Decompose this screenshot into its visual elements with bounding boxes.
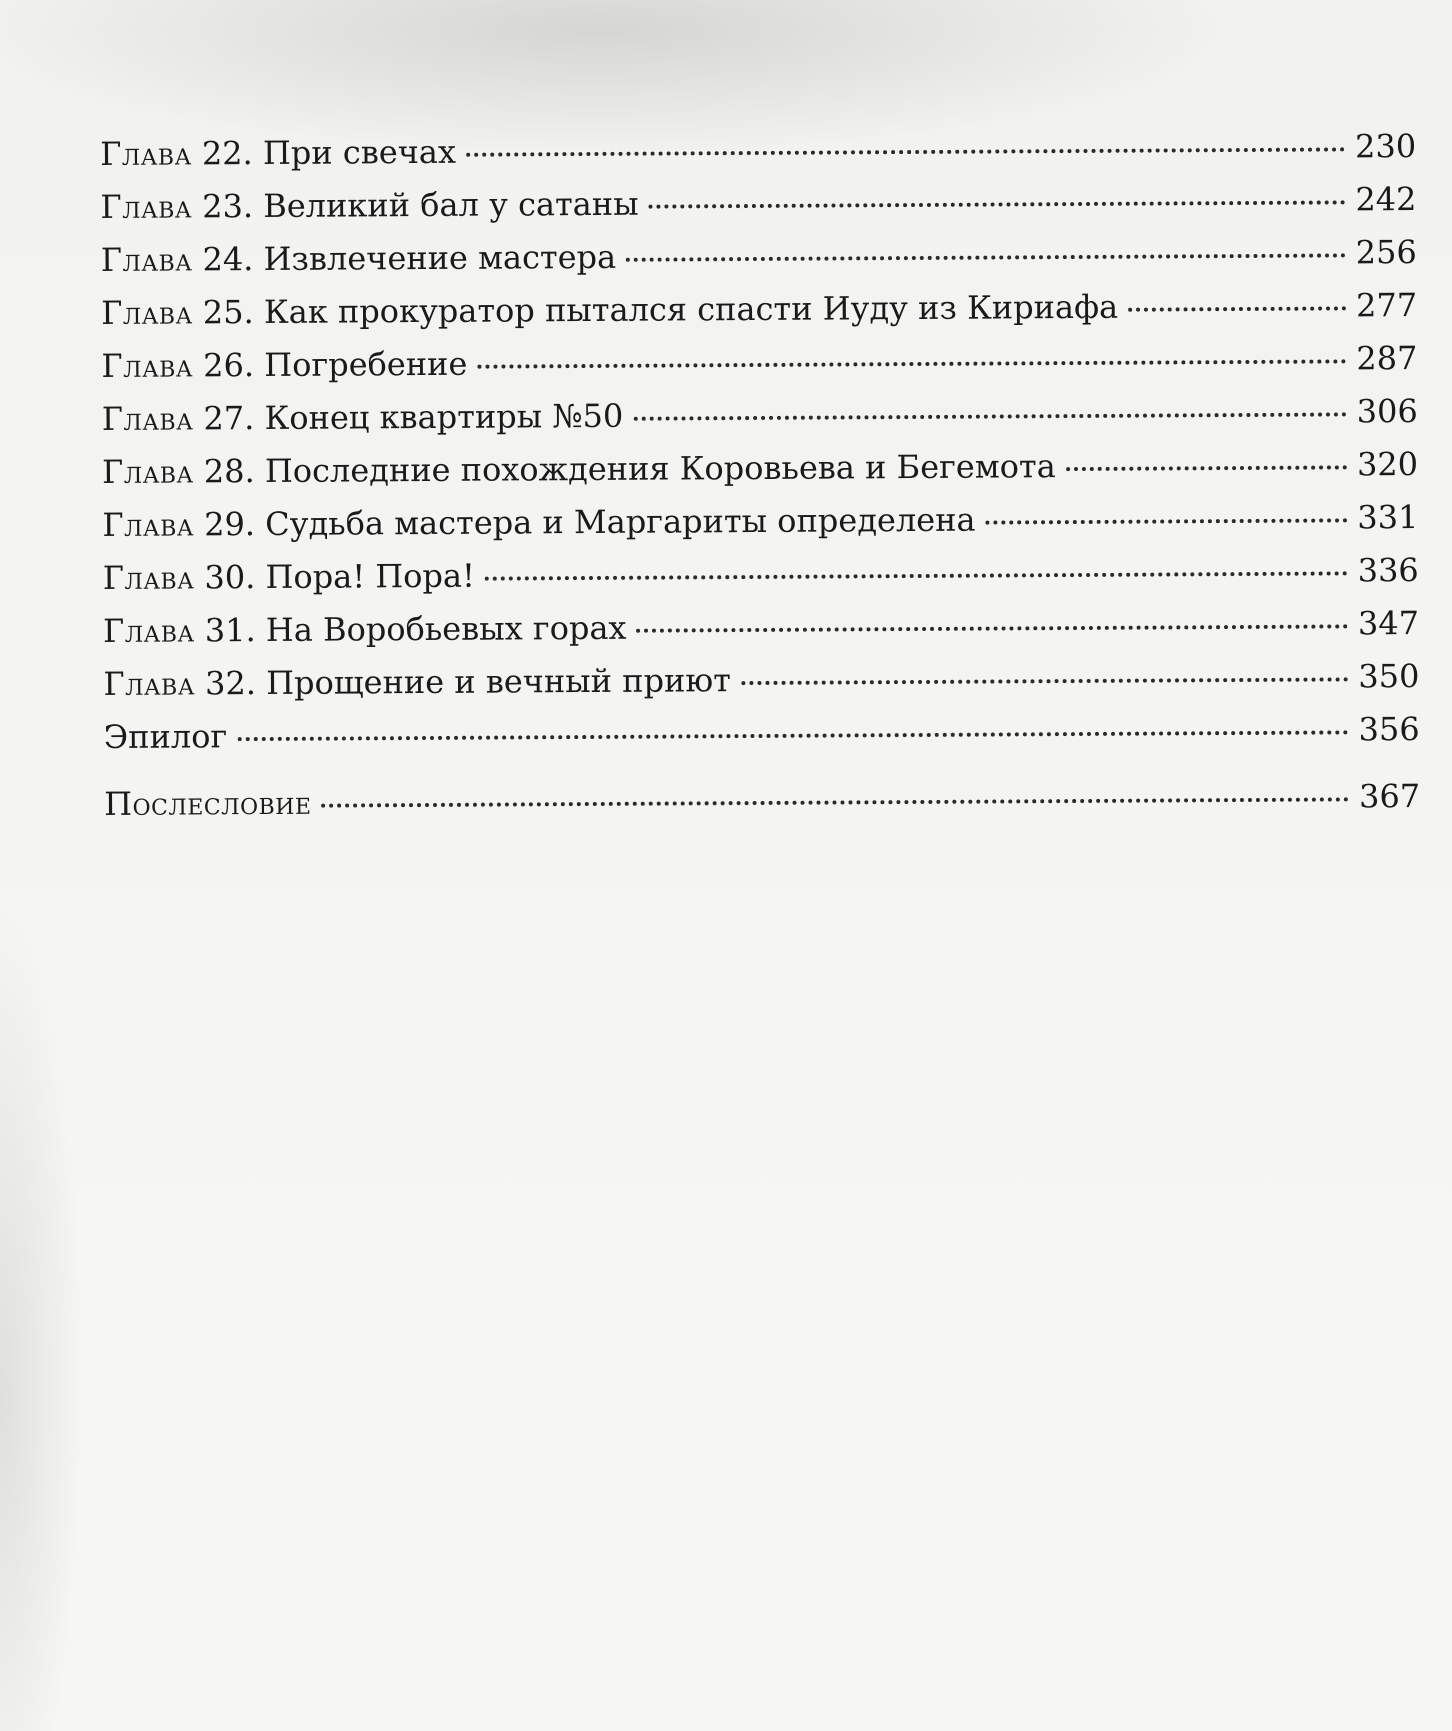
toc-entry — [103, 597, 1419, 658]
entry-page-number: 336 — [1357, 550, 1419, 590]
entry-prefix: Глава — [101, 452, 194, 491]
entry-prefix: Глава — [102, 505, 195, 544]
dot-leader — [649, 200, 1346, 208]
entry-title: Прощение и вечный приют — [266, 661, 732, 702]
entry-title: Погребение — [264, 344, 468, 385]
toc-entry-afterword — [104, 770, 1420, 831]
toc-entry — [100, 120, 1416, 181]
entry-title: Как прокуратор пытался спасти Иуду из Кириафа — [263, 287, 1119, 332]
toc-entry — [103, 650, 1419, 711]
dot-leader — [1128, 306, 1346, 311]
toc-entry — [102, 385, 1418, 446]
dot-leader — [485, 571, 1348, 580]
entry-title: Пора! Пора! — [265, 556, 475, 596]
entry-title: Последние похождения Коровьева и Бегемота — [264, 447, 1056, 490]
dot-leader — [237, 730, 1348, 741]
entry-prefix: Глава — [100, 240, 193, 279]
dot-leader — [986, 518, 1348, 524]
entry-page-number: 242 — [1355, 179, 1417, 219]
entry-page-number: 356 — [1358, 709, 1420, 749]
entry-prefix: Глава — [100, 134, 192, 173]
entry-title: Эпилог — [103, 717, 228, 756]
entry-page-number: 306 — [1356, 391, 1418, 431]
entry-title: На Воробьевых горах — [265, 608, 627, 649]
entry-number: 29. — [204, 505, 256, 544]
dot-leader — [1066, 465, 1347, 471]
toc-entry — [102, 491, 1418, 552]
entry-number: 28. — [203, 452, 255, 491]
entry-prefix: Глава — [102, 558, 195, 597]
entry-prefix: Глава — [101, 346, 194, 385]
entry-page-number: 287 — [1356, 338, 1418, 378]
dot-leader — [633, 412, 1346, 420]
dot-leader — [321, 797, 1349, 807]
dot-leader — [741, 677, 1348, 685]
toc-entry — [103, 544, 1419, 605]
toc-entry — [102, 438, 1418, 499]
entry-number: 24. — [202, 240, 254, 279]
toc-entry — [101, 279, 1417, 340]
entry-title: Извлечение мастера — [263, 237, 617, 279]
entry-title: Великий бал у сатаны — [263, 184, 639, 226]
toc-entry-epilogue — [104, 703, 1420, 764]
entry-prefix: Глава — [100, 187, 193, 226]
entry-page-number: 347 — [1357, 603, 1420, 643]
dot-leader — [466, 147, 1345, 156]
entry-title: Конец квартиры №50 — [264, 396, 624, 437]
entry-number: 27. — [203, 399, 255, 438]
entry-page-number: 256 — [1355, 232, 1417, 272]
entry-title: При свечах — [262, 132, 457, 173]
entry-prefix: Глава — [101, 293, 193, 332]
toc-entry — [101, 226, 1417, 287]
toc-entry — [100, 173, 1416, 234]
entry-number: 25. — [202, 293, 254, 332]
entry-number: 26. — [203, 346, 255, 385]
dot-leader — [477, 359, 1346, 368]
entry-number: 23. — [202, 187, 254, 226]
entry-page-number: 331 — [1357, 497, 1419, 537]
dot-leader — [626, 253, 1346, 261]
entry-page-number: 367 — [1358, 776, 1421, 816]
entry-page-number: 230 — [1354, 126, 1417, 166]
dot-leader — [637, 624, 1348, 632]
entry-title: Судьба мастера и Маргариты определена — [265, 500, 976, 543]
entry-page-number: 350 — [1358, 656, 1420, 696]
entry-number: 31. — [204, 611, 256, 650]
entry-title: Послесловие — [104, 783, 312, 823]
entry-prefix: Глава — [101, 399, 194, 438]
entry-number: 30. — [204, 558, 256, 597]
entry-prefix: Глава — [103, 664, 196, 703]
entry-prefix: Глава — [102, 611, 195, 650]
entry-number: 32. — [204, 664, 257, 703]
entry-page-number: 320 — [1356, 444, 1419, 484]
entry-number: 22. — [201, 134, 253, 173]
toc-entry — [101, 332, 1417, 393]
entry-page-number: 277 — [1355, 285, 1418, 325]
table-of-contents — [100, 120, 1420, 831]
